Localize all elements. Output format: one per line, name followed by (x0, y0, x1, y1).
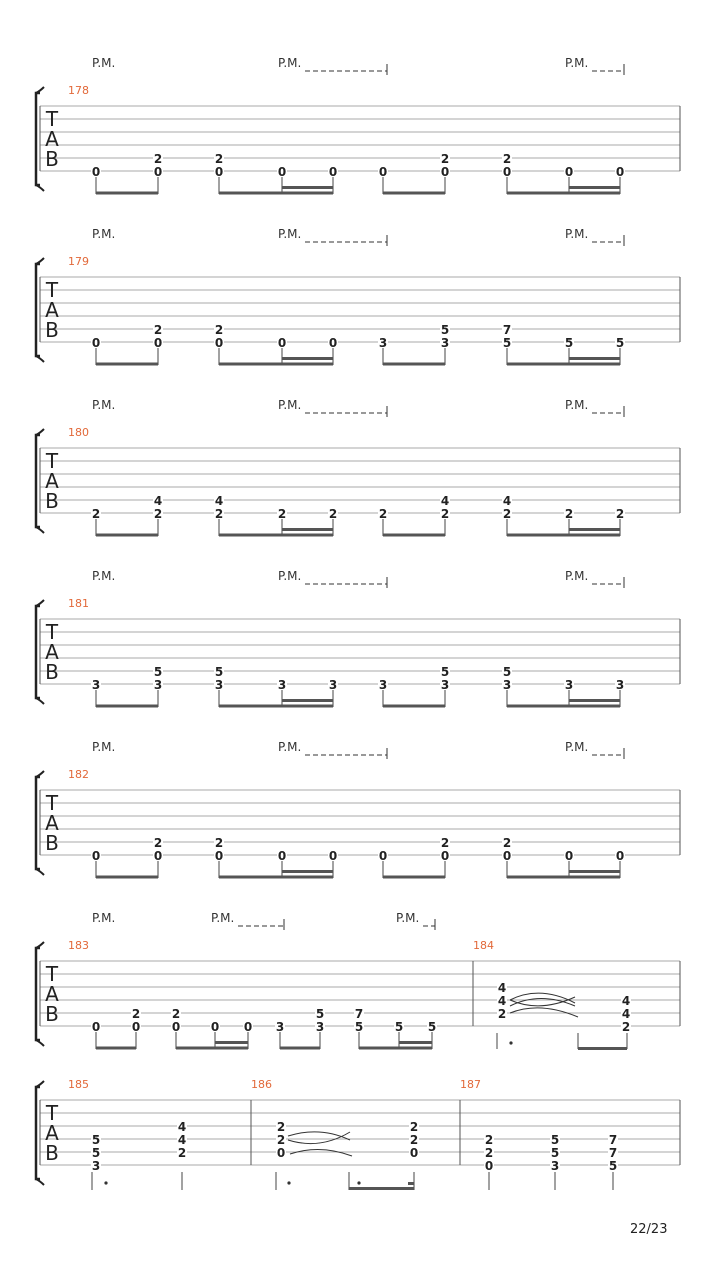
fret-number: 0 (409, 1146, 419, 1160)
note-beam-16th (282, 870, 333, 873)
fret-number: 7 (354, 1007, 364, 1021)
note-beam-16th (569, 357, 620, 360)
note-beam-16th (569, 699, 620, 702)
fret-number: 0 (502, 849, 512, 863)
note-beam-16th (215, 1041, 248, 1044)
fret-number: 0 (91, 1020, 101, 1034)
palm-mute-label: P.M. (565, 569, 589, 583)
tab-letter-t: T (45, 962, 59, 986)
measure-number: 185 (68, 1078, 89, 1091)
measure-number: 187 (460, 1078, 481, 1091)
tab-letter-b: B (45, 147, 59, 171)
fret-number: 2 (91, 507, 101, 521)
note-beam-16th (569, 870, 620, 873)
dot (357, 1181, 360, 1184)
fret-number: 3 (440, 336, 450, 350)
palm-mute-label: P.M. (92, 227, 116, 241)
slide-curve (290, 1149, 352, 1156)
fret-number: 0 (564, 849, 574, 863)
note-beam (219, 534, 333, 537)
fret-number: 4 (214, 494, 224, 508)
fret-number: 0 (484, 1159, 494, 1173)
fret-number: 2 (440, 152, 450, 166)
fret-number: 0 (153, 849, 163, 863)
fret-number: 2 (378, 507, 388, 521)
fret-number: 3 (214, 678, 224, 692)
note-beam-16th (282, 699, 333, 702)
fret-number: 2 (214, 323, 224, 337)
fret-number: 4 (497, 994, 507, 1008)
tab-letter-a: A (45, 640, 59, 664)
fret-number: 0 (276, 1146, 286, 1160)
tab-letter-t: T (45, 620, 59, 644)
fret-number: 0 (615, 165, 625, 179)
palm-mute-label: P.M. (396, 911, 420, 925)
fret-number: 5 (502, 665, 512, 679)
fret-number: 3 (277, 678, 287, 692)
fret-number: 3 (275, 1020, 285, 1034)
fret-number: 0 (440, 165, 450, 179)
fret-number: 2 (276, 1120, 286, 1134)
fret-number: 5 (564, 336, 574, 350)
note-beam (349, 1187, 414, 1190)
fret-number: 3 (153, 678, 163, 692)
fret-number: 0 (91, 336, 101, 350)
fret-number: 4 (177, 1120, 187, 1134)
fret-number: 2 (153, 507, 163, 521)
system-bracket (36, 264, 40, 356)
note-beam-16th (399, 1041, 432, 1044)
fret-number: 0 (378, 165, 388, 179)
page-number: 22/23 (630, 1222, 668, 1237)
system-bracket (36, 948, 40, 1040)
note-beam-16th (569, 186, 620, 189)
fret-number: 5 (440, 665, 450, 679)
fret-number: 0 (328, 336, 338, 350)
fret-number: 7 (608, 1146, 618, 1160)
fret-number: 0 (378, 849, 388, 863)
palm-mute-label: P.M. (92, 911, 116, 925)
note-beam (507, 876, 620, 879)
fret-number: 2 (277, 507, 287, 521)
palm-mute-label: P.M. (278, 227, 302, 241)
fret-number: 2 (153, 323, 163, 337)
measure-number: 181 (68, 597, 89, 610)
note-beam (383, 876, 445, 879)
note-beam (507, 192, 620, 195)
fret-number: 3 (502, 678, 512, 692)
slide-curve (510, 1008, 578, 1017)
fret-number: 2 (440, 507, 450, 521)
tab-letter-t: T (45, 791, 59, 815)
note-beam-16th (282, 528, 333, 531)
fret-number: 4 (621, 1007, 631, 1021)
note-beam (280, 1047, 320, 1050)
note-beam (96, 534, 158, 537)
fret-number: 2 (131, 1007, 141, 1021)
fret-number: 5 (91, 1133, 101, 1147)
measure-number: 180 (68, 426, 89, 439)
fret-number: 0 (214, 849, 224, 863)
fret-number: 2 (484, 1133, 494, 1147)
note-beam-16th (408, 1182, 414, 1185)
measure-number: 182 (68, 768, 89, 781)
tab-letter-a: A (45, 469, 59, 493)
fret-number: 5 (91, 1146, 101, 1160)
fret-number: 5 (615, 336, 625, 350)
fret-number: 5 (427, 1020, 437, 1034)
fret-number: 0 (153, 165, 163, 179)
tab-letter-t: T (45, 1101, 59, 1125)
fret-number: 2 (502, 152, 512, 166)
fret-number: 5 (394, 1020, 404, 1034)
fret-number: 3 (440, 678, 450, 692)
fret-number: 2 (153, 152, 163, 166)
palm-mute-label: P.M. (565, 56, 589, 70)
measure-number: 184 (473, 939, 494, 952)
fret-number: 5 (550, 1133, 560, 1147)
fret-number: 0 (210, 1020, 220, 1034)
fret-number: 5 (440, 323, 450, 337)
tab-letter-b: B (45, 831, 59, 855)
fret-number: 0 (171, 1020, 181, 1034)
measure-number: 178 (68, 84, 89, 97)
note-beam (383, 363, 445, 366)
system-bracket (36, 93, 40, 185)
fret-number: 3 (564, 678, 574, 692)
tab-letter-b: B (45, 1141, 59, 1165)
fret-number: 4 (440, 494, 450, 508)
note-beam (578, 1047, 627, 1050)
note-beam (96, 192, 158, 195)
fret-number: 5 (315, 1007, 325, 1021)
fret-number: 4 (621, 994, 631, 1008)
note-beam (219, 192, 333, 195)
fret-number: 3 (550, 1159, 560, 1173)
tab-letter-b: B (45, 1002, 59, 1026)
fret-number: 2 (497, 1007, 507, 1021)
fret-number: 5 (608, 1159, 618, 1173)
fret-number: 3 (378, 336, 388, 350)
fret-number: 2 (409, 1133, 419, 1147)
fret-number: 0 (91, 165, 101, 179)
fret-number: 2 (621, 1020, 631, 1034)
dot (104, 1181, 107, 1184)
palm-mute-label: P.M. (211, 911, 235, 925)
fret-number: 0 (91, 849, 101, 863)
dot (287, 1181, 290, 1184)
fret-number: 2 (328, 507, 338, 521)
fret-number: 2 (502, 507, 512, 521)
measure-number: 186 (251, 1078, 272, 1091)
fret-number: 5 (502, 336, 512, 350)
system-bracket (36, 1087, 40, 1179)
fret-number: 0 (243, 1020, 253, 1034)
tab-letter-t: T (45, 107, 59, 131)
tab-letter-b: B (45, 318, 59, 342)
note-beam (176, 1047, 248, 1050)
fret-number: 4 (502, 494, 512, 508)
system-bracket (36, 435, 40, 527)
note-beam (507, 363, 620, 366)
fret-number: 3 (315, 1020, 325, 1034)
palm-mute-label: P.M. (565, 740, 589, 754)
palm-mute-label: P.M. (278, 569, 302, 583)
note-beam (219, 705, 333, 708)
fret-number: 0 (214, 336, 224, 350)
fret-number: 2 (440, 836, 450, 850)
measure-number: 179 (68, 255, 89, 268)
system-bracket (36, 606, 40, 698)
fret-number: 3 (615, 678, 625, 692)
fret-number: 5 (214, 665, 224, 679)
tab-letter-a: A (45, 1121, 59, 1145)
fret-number: 0 (564, 165, 574, 179)
note-beam (219, 363, 333, 366)
note-beam (383, 705, 445, 708)
palm-mute-label: P.M. (565, 398, 589, 412)
note-beam (96, 1047, 136, 1050)
fret-number: 4 (497, 981, 507, 995)
fret-number: 0 (277, 849, 287, 863)
note-beam (383, 192, 445, 195)
fret-number: 4 (153, 494, 163, 508)
note-beam (219, 876, 333, 879)
tab-letter-b: B (45, 660, 59, 684)
fret-number: 2 (214, 507, 224, 521)
dot (509, 1041, 512, 1044)
palm-mute-label: P.M. (565, 227, 589, 241)
fret-number: 5 (354, 1020, 364, 1034)
palm-mute-label: P.M. (92, 569, 116, 583)
fret-number: 0 (615, 849, 625, 863)
palm-mute-label: P.M. (92, 398, 116, 412)
palm-mute-label: P.M. (278, 398, 302, 412)
tab-letter-t: T (45, 278, 59, 302)
palm-mute-label: P.M. (278, 56, 302, 70)
system-bracket (36, 777, 40, 869)
note-beam (383, 534, 445, 537)
fret-number: 2 (214, 836, 224, 850)
palm-mute-label: P.M. (278, 740, 302, 754)
note-beam-16th (569, 528, 620, 531)
tab-letter-b: B (45, 489, 59, 513)
fret-number: 3 (91, 1159, 101, 1173)
fret-number: 0 (131, 1020, 141, 1034)
fret-number: 2 (153, 836, 163, 850)
fret-number: 2 (484, 1146, 494, 1160)
note-beam-16th (282, 357, 333, 360)
fret-number: 0 (153, 336, 163, 350)
fret-number: 3 (328, 678, 338, 692)
fret-number: 2 (171, 1007, 181, 1021)
fret-number: 2 (409, 1120, 419, 1134)
fret-number: 0 (502, 165, 512, 179)
note-beam (96, 363, 158, 366)
note-beam (359, 1047, 432, 1050)
note-beam-16th (282, 186, 333, 189)
tab-letter-t: T (45, 449, 59, 473)
note-beam (507, 534, 620, 537)
fret-number: 2 (214, 152, 224, 166)
fret-number: 2 (276, 1133, 286, 1147)
fret-number: 0 (277, 165, 287, 179)
fret-number: 0 (214, 165, 224, 179)
tab-letter-a: A (45, 982, 59, 1006)
measure-number: 183 (68, 939, 89, 952)
note-beam (96, 876, 158, 879)
fret-number: 2 (177, 1146, 187, 1160)
fret-number: 3 (91, 678, 101, 692)
note-beam (96, 705, 158, 708)
fret-number: 2 (502, 836, 512, 850)
fret-number: 7 (502, 323, 512, 337)
fret-number: 0 (328, 849, 338, 863)
fret-number: 3 (378, 678, 388, 692)
fret-number: 0 (277, 336, 287, 350)
fret-number: 2 (615, 507, 625, 521)
fret-number: 7 (608, 1133, 618, 1147)
palm-mute-label: P.M. (92, 740, 116, 754)
fret-number: 5 (550, 1146, 560, 1160)
tab-letter-a: A (45, 298, 59, 322)
fret-number: 5 (153, 665, 163, 679)
fret-number: 4 (177, 1133, 187, 1147)
fret-number: 0 (328, 165, 338, 179)
fret-number: 0 (440, 849, 450, 863)
note-beam (507, 705, 620, 708)
tab-letter-a: A (45, 811, 59, 835)
palm-mute-label: P.M. (92, 56, 116, 70)
tab-letter-a: A (45, 127, 59, 151)
fret-number: 2 (564, 507, 574, 521)
